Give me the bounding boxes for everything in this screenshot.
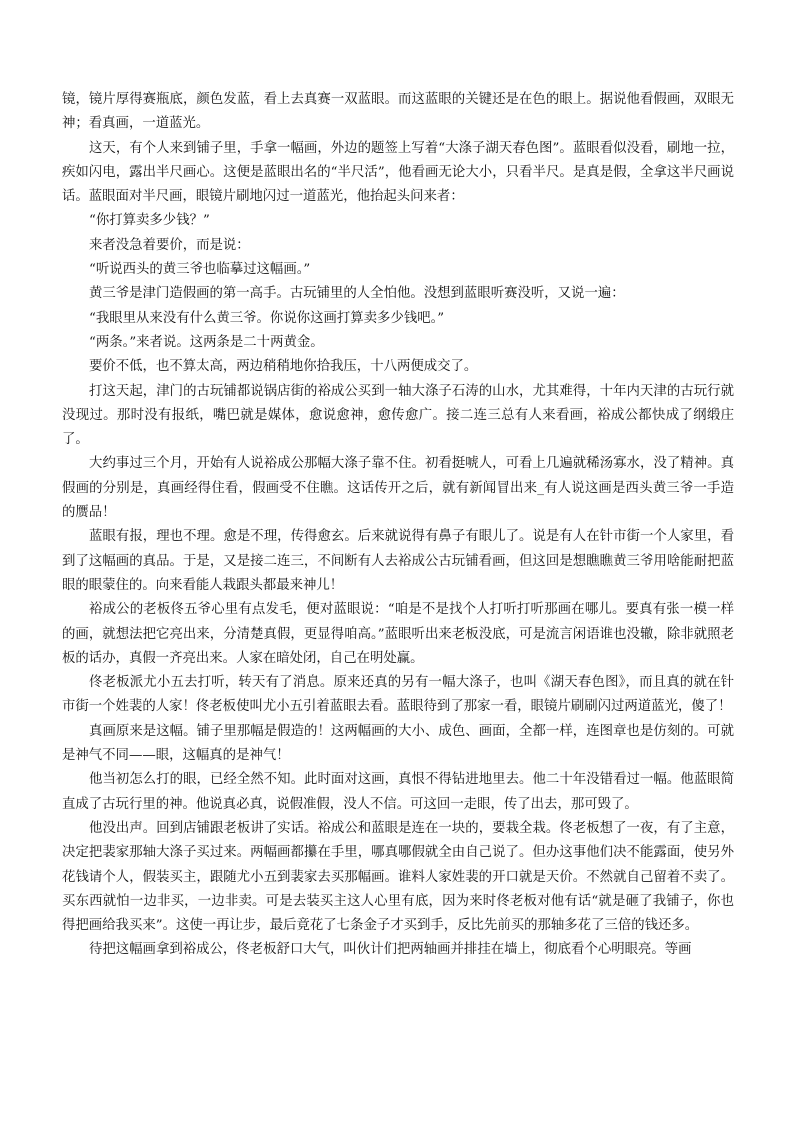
dialogue-line: 来者没急着要价，而是说： (89, 237, 250, 253)
dialogue-line: “两条。”来者说。这两条是二十两黄金。 (89, 334, 324, 350)
dialogue-line: “听说西头的黄三爷也临摹过这幅画。” (89, 262, 311, 278)
paragraph: 他没出声。回到店铺跟老板讲了实话。裕成公和蓝眼是连在一块的，要栽全栽。佟老板想了一夜，有了主意，决定把裴家那轴大涤子买过来。两幅画都攥在手里，哪真哪假就全由自己说了。但办这事他们决不能露面，使另外花钱请个人，假装买主，跟随尤小五到裴家去买那幅画。谁料人家姓裴的开口就是天价。不然就自己留着不卖了。买东西就怕一边非买，一边非卖。可是去装买主这人心里有底，因为来时佟老板对他有话“就是砸了我铺子，你也得把画给我买来”。这使一再让步，最后竟花了七条金子才买到手，反比先前买的那轴多花了三倍的钱还多。 (62, 820, 734, 934)
paragraph: 他当初怎么打的眼，已经全然不知。此时面对这画，真恨不得钻进地里去。他二十年没错看过一幅。他蓝眼简直成了古玩行里的神。他说真必真，说假准假，没人不信。可这回一走眼，传了出去，那可毁了。 (62, 772, 734, 812)
article-body (62, 88, 734, 963)
dialogue-line: “你打算卖多少钱？” (89, 213, 210, 229)
paragraph: 真画原来是这幅。铺子里那幅是假造的！这两幅画的大小、成色、画面，全都一样，连图章也是仿刻的。可就是神气不同——眼，这幅真的是神气！ (62, 723, 734, 764)
paragraph: 蓝眼有报，理也不理。愈是不理，传得愈玄。后来就说得有鼻子有眼儿了。说是有人在针市街一个人家里，看到了这幅画的真品。于是，又是接二连三，不间断有人去裕成公古玩铺看画，但这回是想瞧瞧黄三爷用啥能耐把蓝眼的眼蒙住的。向来看能人栽跟头都最来神儿！ (62, 529, 734, 593)
paragraph: 待把这幅画拿到裕成公，佟老板舒口大气，叫伙计们把两轴画并排挂在墙上，彻底看个心明眼亮。等画 (89, 942, 692, 958)
dialogue-line: 要价不低，也不算太高，两边稍稍地你拾我压，十八两便成交了。 (89, 359, 478, 375)
paragraph: 镜，镜片厚得赛瓶底，颜色发蓝，看上去真赛一双蓝眼。而这蓝眼的关键还是在色的眼上。据说他看假画，双眼无神；看真画，一道蓝光。 (62, 92, 734, 132)
dialogue-line: 黄三爷是津门造假画的第一高手。古玩铺里的人全怕他。没想到蓝眼听赛没听，又说一遍： (89, 286, 625, 302)
paragraph: 打这天起，津门的古玩铺都说锅店街的裕成公买到一轴大涤子石涛的山水，尤其难得，十年内天津的古玩行就没现过。那时没有报纸，嘴巴就是媒体，愈说愈神，愈传愈广。接二连三总有人来看画，裕成公都快成了纲缎庄了。 (62, 383, 734, 448)
paragraph: 佟老板派尤小五去打听，转天有了消息。原来还真的另有一幅大涤子，也叫《湖天春色图》，而且真的就在针市街一个姓裴的人家！佟老板使叫尤小五引着蓝眼去看。蓝眼待到了那家一看，眼镜片刷刷闪过两道蓝光，傻了！ (62, 675, 734, 715)
dialogue-line: “我眼里从来没有什么黄三爷。你说你这画打算卖多少钱吧。” (89, 310, 445, 326)
paragraph: 裕成公的老板佟五爷心里有点发毛，便对蓝眼说：“咱是不是找个人打听打听那画在哪儿。要真有张一模一样的画，就想法把它亮出来，分清楚真假，更显得咱高。”蓝眼听出来老板没底，可是流言闲语谁也没辙，除非就照老板的话办，真假一齐亮出来。人家在暗处闭，自己在明处赢。 (62, 602, 734, 666)
paragraph: 这天，有个人来到铺子里，手拿一幅画，外边的题签上写着“大涤子湖天春色图”。蓝眼看似没看，刷地一拉，疾如闪电，露出半尺画心。这便是蓝眼出名的“半尺活”，他看画无论大小，只看半尺。是真是假，全拿这半尺画说话。蓝眼面对半尺画，眼镜片刷地闪过一道蓝光，他抬起头问来者： (62, 140, 734, 205)
paragraph: 大约事过三个月，开始有人说裕成公那幅大涤子靠不住。初看挺唬人，可看上几遍就稀汤寡水，没了精神。真假画的分别是，真画经得住看，假画受不住瞧。这话传开之后，就有新闻冒出来_有人说这画是西头黄三爷一手造的赝品！ (62, 456, 734, 521)
